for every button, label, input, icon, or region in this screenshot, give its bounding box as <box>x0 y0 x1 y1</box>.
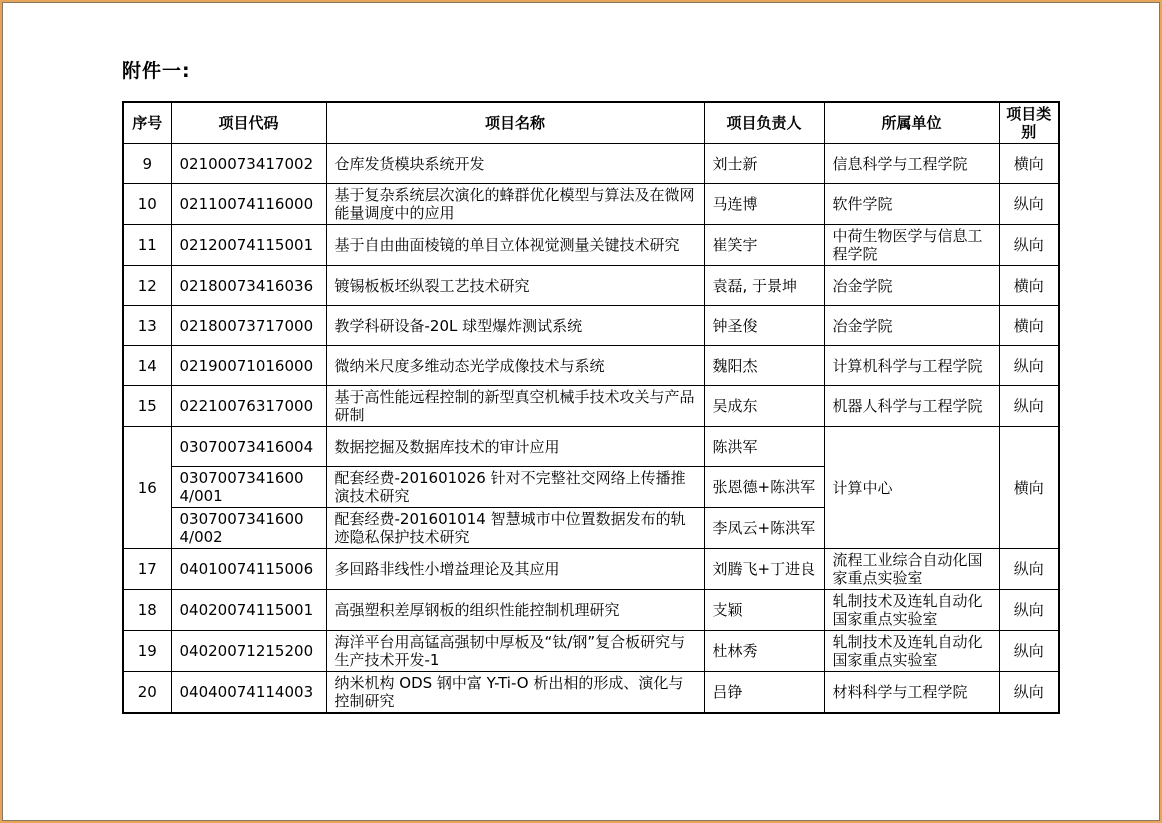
header-row <box>123 102 1059 144</box>
cell-name: 纳米机构 ODS 钢中富 Y-Ti-O 析出相的形成、演化与控制研究 <box>326 672 704 714</box>
cell-unit: 中荷生物医学与信息工程学院 <box>824 225 999 266</box>
table-row <box>123 306 1059 346</box>
column-header-4: 所属单位 <box>824 102 999 144</box>
cell-unit: 机器人科学与工程学院 <box>824 386 999 427</box>
cell-leader: 吕铮 <box>704 672 824 714</box>
cell-name: 配套经费-201601014 智慧城市中位置数据发布的轨迹隐私保护技术研究 <box>326 508 704 549</box>
table-row <box>123 672 1059 714</box>
table-row <box>123 549 1059 590</box>
table-row <box>123 427 1059 467</box>
cell-unit: 轧制技术及连轧自动化国家重点实验室 <box>824 590 999 631</box>
cell-name: 基于自由曲面棱镜的单目立体视觉测量关键技术研究 <box>326 225 704 266</box>
cell-no: 13 <box>123 306 171 346</box>
cell-category: 纵向 <box>999 549 1059 590</box>
cell-unit: 流程工业综合自动化国家重点实验室 <box>824 549 999 590</box>
cell-leader: 刘士新 <box>704 144 824 184</box>
cell-unit: 信息科学与工程学院 <box>824 144 999 184</box>
cell-unit: 冶金学院 <box>824 266 999 306</box>
cell-category: 纵向 <box>999 672 1059 714</box>
cell-leader: 崔笑宇 <box>704 225 824 266</box>
cell-name: 仓库发货模块系统开发 <box>326 144 704 184</box>
cell-name: 镀锡板板坯纵裂工艺技术研究 <box>326 266 704 306</box>
projects-table <box>122 101 1060 714</box>
table-row <box>123 346 1059 386</box>
cell-unit: 计算机科学与工程学院 <box>824 346 999 386</box>
cell-no: 17 <box>123 549 171 590</box>
table-row <box>123 590 1059 631</box>
cell-no: 18 <box>123 590 171 631</box>
cell-no: 19 <box>123 631 171 672</box>
column-header-0: 序号 <box>123 102 171 144</box>
cell-code: 02190071016000 <box>171 346 326 386</box>
cell-name: 海洋平台用高锰高强韧中厚板及“钛/钢”复合板研究与生产技术开发-1 <box>326 631 704 672</box>
cell-category: 纵向 <box>999 386 1059 427</box>
cell-category: 横向 <box>999 144 1059 184</box>
cell-code: 03070073416004 <box>171 427 326 467</box>
cell-unit: 冶金学院 <box>824 306 999 346</box>
cell-code: 02100073417002 <box>171 144 326 184</box>
cell-no: 16 <box>123 427 171 549</box>
cell-category: 横向 <box>999 427 1059 549</box>
cell-code: 04010074115006 <box>171 549 326 590</box>
cell-leader: 吴成东 <box>704 386 824 427</box>
cell-leader: 支颖 <box>704 590 824 631</box>
cell-code: 04020074115001 <box>171 590 326 631</box>
cell-leader: 钟圣俊 <box>704 306 824 346</box>
cell-code: 03070073416004/001 <box>171 467 326 508</box>
cell-category: 纵向 <box>999 590 1059 631</box>
cell-unit: 轧制技术及连轧自动化国家重点实验室 <box>824 631 999 672</box>
cell-name: 基于复杂系统层次演化的蜂群优化模型与算法及在微网能量调度中的应用 <box>326 184 704 225</box>
cell-category: 横向 <box>999 306 1059 346</box>
table-body <box>123 144 1059 714</box>
table-row <box>123 144 1059 184</box>
cell-no: 20 <box>123 672 171 714</box>
table-row <box>123 266 1059 306</box>
table-row <box>123 184 1059 225</box>
cell-leader: 马连博 <box>704 184 824 225</box>
cell-leader: 李凤云+陈洪军 <box>704 508 824 549</box>
cell-name: 多回路非线性小增益理论及其应用 <box>326 549 704 590</box>
cell-leader: 袁磊, 于景坤 <box>704 266 824 306</box>
cell-code: 02120074115001 <box>171 225 326 266</box>
cell-unit: 软件学院 <box>824 184 999 225</box>
cell-category: 纵向 <box>999 631 1059 672</box>
cell-name: 基于高性能远程控制的新型真空机械手技术攻关与产品研制 <box>326 386 704 427</box>
cell-no: 9 <box>123 144 171 184</box>
cell-code: 04040074114003 <box>171 672 326 714</box>
cell-name: 微纳米尺度多维动态光学成像技术与系统 <box>326 346 704 386</box>
cell-unit: 材料科学与工程学院 <box>824 672 999 714</box>
attachment-title: 附件一: <box>122 60 191 82</box>
cell-category: 纵向 <box>999 346 1059 386</box>
cell-unit: 计算中心 <box>824 427 999 549</box>
cell-no: 12 <box>123 266 171 306</box>
cell-leader: 张恩德+陈洪军 <box>704 467 824 508</box>
cell-code: 02110074116000 <box>171 184 326 225</box>
cell-no: 14 <box>123 346 171 386</box>
table-row <box>123 225 1059 266</box>
cell-category: 横向 <box>999 266 1059 306</box>
column-header-2: 项目名称 <box>326 102 704 144</box>
cell-no: 11 <box>123 225 171 266</box>
cell-code: 02180073416036 <box>171 266 326 306</box>
column-header-1: 项目代码 <box>171 102 326 144</box>
cell-code: 02180073717000 <box>171 306 326 346</box>
cell-name: 数据挖掘及数据库技术的审计应用 <box>326 427 704 467</box>
table-row <box>123 631 1059 672</box>
table-row <box>123 386 1059 427</box>
cell-category: 纵向 <box>999 184 1059 225</box>
cell-no: 15 <box>123 386 171 427</box>
cell-leader: 陈洪军 <box>704 427 824 467</box>
column-header-3: 项目负责人 <box>704 102 824 144</box>
cell-no: 10 <box>123 184 171 225</box>
cell-code: 04020071215200 <box>171 631 326 672</box>
cell-name: 高强塑积差厚钢板的组织性能控制机理研究 <box>326 590 704 631</box>
cell-leader: 魏阳杰 <box>704 346 824 386</box>
column-header-5: 项目类别 <box>999 102 1059 144</box>
cell-code: 03070073416004/002 <box>171 508 326 549</box>
cell-name: 配套经费-201601026 针对不完整社交网络上传播推演技术研究 <box>326 467 704 508</box>
cell-leader: 杜林秀 <box>704 631 824 672</box>
cell-leader: 刘腾飞+丁进良 <box>704 549 824 590</box>
cell-category: 纵向 <box>999 225 1059 266</box>
cell-code: 02210076317000 <box>171 386 326 427</box>
cell-name: 教学科研设备-20L 球型爆炸测试系统 <box>326 306 704 346</box>
